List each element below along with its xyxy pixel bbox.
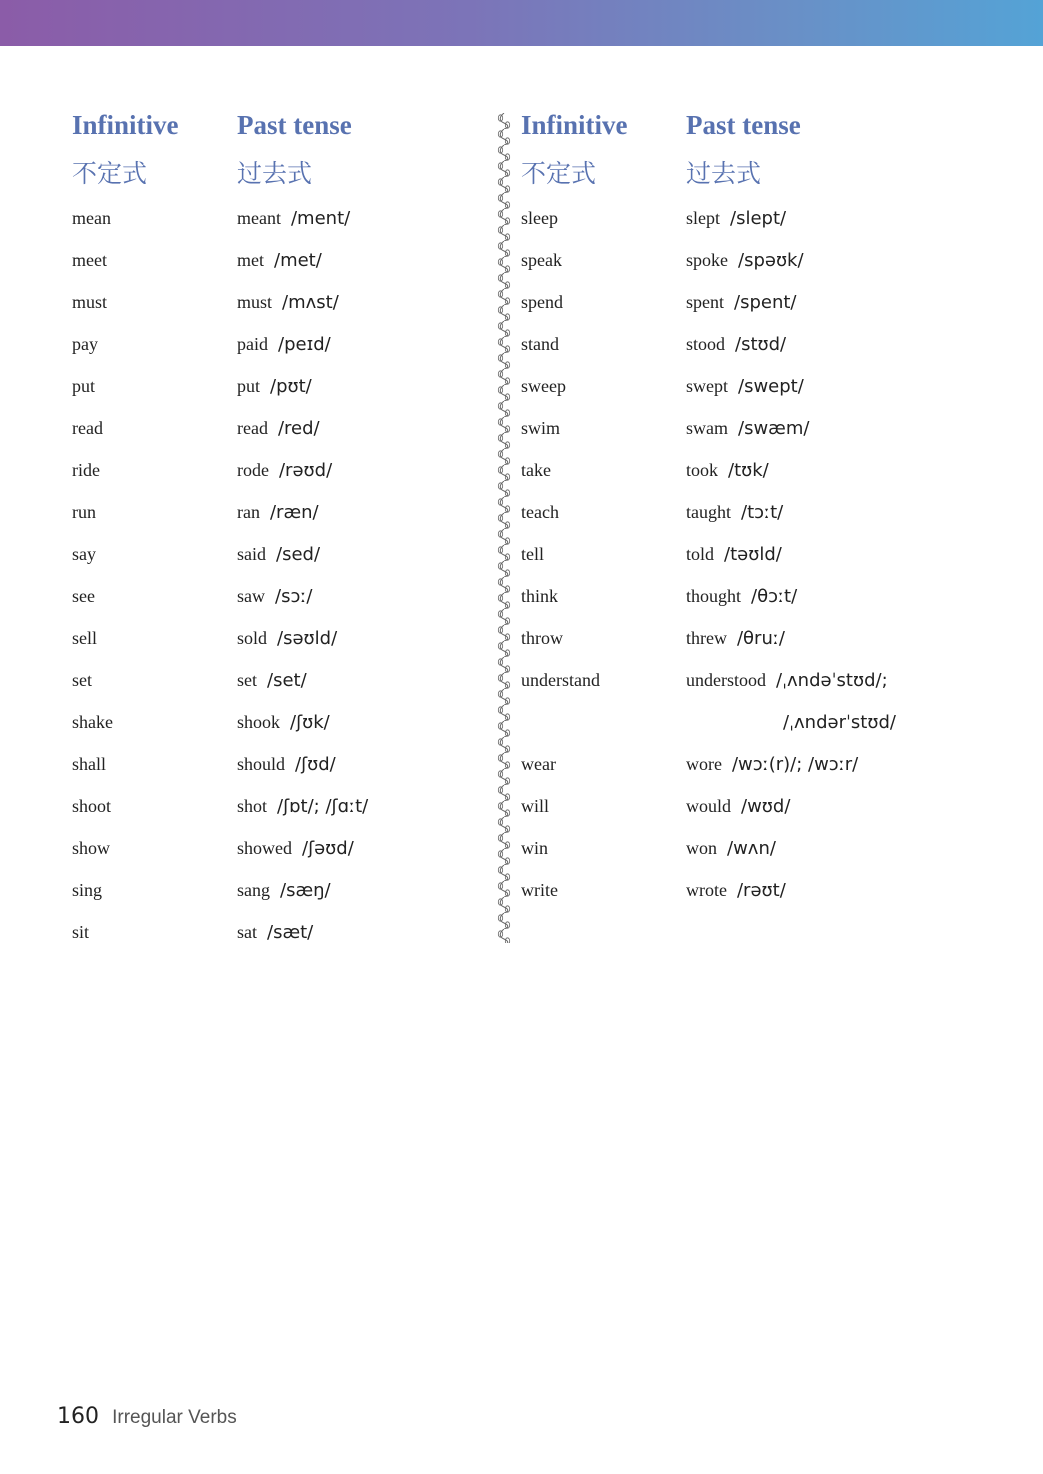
past-tense-cell — [686, 208, 786, 229]
past-tense-word: told — [686, 544, 715, 564]
pronunciation: /təʊld/ — [724, 544, 782, 565]
infinitive-cell: sleep — [521, 208, 558, 228]
past-tense-word: understood — [686, 670, 766, 690]
past-tense-word: shook — [237, 712, 281, 732]
verb-row — [521, 830, 1021, 872]
past-tense-word: ran — [237, 502, 260, 522]
past-tense-cell — [237, 208, 350, 229]
past-tense-word: thought — [686, 586, 742, 606]
section-title: Irregular Verbs — [112, 1407, 237, 1428]
past-tense-cell — [686, 628, 785, 649]
infinitive-heading-zh: 不定式 — [72, 159, 148, 188]
infinitive-cell: read — [72, 418, 103, 438]
verb-row — [72, 620, 492, 662]
past-tense-cell — [686, 754, 858, 775]
past-tense-cell — [686, 880, 786, 901]
pronunciation: /rəʊt/ — [736, 880, 786, 901]
verb-row — [521, 578, 1021, 620]
infinitive-cell: sing — [72, 880, 103, 900]
pronunciation: /səʊld/ — [277, 628, 338, 649]
past-tense-cell — [237, 670, 307, 691]
past-tense-cell — [686, 460, 769, 481]
past-tense-cell — [237, 712, 330, 733]
infinitive-cell: shoot — [72, 796, 112, 816]
past-tense-word: said — [237, 544, 266, 564]
infinitive-cell: tell — [521, 544, 544, 564]
infinitive-cell: throw — [521, 628, 563, 648]
past-tense-cell — [686, 418, 809, 439]
pronunciation: /ment/ — [290, 208, 351, 229]
verb-row — [521, 746, 1021, 788]
past-tense-cell — [237, 376, 312, 397]
infinitive-cell: spend — [521, 292, 563, 312]
past-tense-cell — [686, 376, 804, 397]
infinitive-cell: see — [72, 586, 95, 606]
verb-row — [72, 452, 492, 494]
pronunciation: /θɔːt/ — [751, 586, 798, 607]
past-tense-cell — [686, 838, 776, 859]
past-tense-word: met — [237, 250, 264, 270]
past-tense-cell — [686, 292, 796, 313]
past-tense-word: won — [686, 838, 717, 858]
infinitive-cell: run — [72, 502, 96, 522]
past-tense-heading: Past tense — [237, 110, 352, 140]
infinitive-cell: meet — [72, 250, 107, 270]
verb-row — [521, 872, 1021, 914]
verb-row — [72, 536, 492, 578]
verb-row — [72, 872, 492, 914]
verb-row — [72, 242, 492, 284]
pronunciation: /red/ — [277, 418, 320, 439]
pronunciation: /peɪd/ — [278, 334, 331, 355]
infinitive-cell: think — [521, 586, 559, 606]
verb-row — [521, 242, 1021, 284]
infinitive-cell: put — [72, 376, 96, 396]
infinitive-cell: sit — [72, 922, 90, 942]
pronunciation: /mʌst/ — [282, 292, 339, 313]
pronunciation: /ræn/ — [269, 502, 319, 523]
verb-row — [521, 284, 1021, 326]
past-tense-word: wrote — [686, 880, 727, 900]
verb-row — [521, 452, 1021, 494]
infinitive-cell: wear — [521, 754, 556, 774]
infinitive-cell: ride — [72, 460, 100, 480]
pronunciation: /pʊt/ — [270, 376, 312, 397]
infinitive-cell: take — [521, 460, 551, 480]
past-tense-cell — [686, 250, 804, 271]
verb-rows-left — [72, 200, 492, 956]
past-tense-cell — [686, 544, 782, 565]
past-tense-cell — [237, 544, 320, 565]
past-tense-word: read — [237, 418, 268, 438]
pronunciation: /tɔːt/ — [741, 502, 784, 523]
past-tense-word: sang — [237, 880, 270, 900]
past-tense-word: should — [237, 754, 286, 774]
infinitive-cell: mean — [72, 208, 111, 228]
infinitive-cell: write — [521, 880, 558, 900]
header-row-zh — [521, 154, 1021, 204]
past-tense-word: rode — [237, 460, 269, 480]
past-tense-cell — [686, 586, 797, 607]
pronunciation: /spəʊk/ — [738, 250, 804, 271]
infinitive-cell: stand — [521, 334, 559, 354]
past-tense-word: spent — [686, 292, 724, 312]
infinitive-cell: must — [72, 292, 108, 312]
pronunciation: /sæŋ/ — [280, 880, 331, 901]
verb-row — [521, 536, 1021, 578]
verb-row — [521, 368, 1021, 410]
infinitive-cell: win — [521, 838, 548, 858]
infinitive-cell: teach — [521, 502, 559, 522]
past-tense-cell — [237, 334, 331, 355]
infinitive-heading-zh: 不定式 — [521, 159, 597, 188]
pronunciation: /sed/ — [276, 544, 321, 565]
past-tense-word: stood — [686, 334, 726, 354]
past-tense-cell — [237, 754, 336, 775]
past-tense-word: wore — [686, 754, 722, 774]
past-tense-cell — [237, 796, 368, 817]
header-row-en — [72, 110, 492, 144]
pronunciation: /rəʊd/ — [278, 460, 333, 481]
pronunciation: /ʃəʊd/ — [302, 838, 354, 859]
verb-row — [521, 704, 1021, 746]
past-tense-word: slept — [686, 208, 720, 228]
past-tense-cell — [686, 670, 888, 691]
past-tense-word: sold — [237, 628, 268, 648]
verb-table-right — [521, 110, 1021, 914]
past-tense-word: would — [686, 796, 731, 816]
pronunciation: /swæm/ — [738, 418, 810, 439]
top-color-band — [0, 0, 1043, 46]
past-tense-cell — [237, 418, 320, 439]
past-tense-cell — [237, 250, 322, 271]
past-tense-cell — [686, 712, 896, 733]
pronunciation: /wɔː(r)/; /wɔːr/ — [731, 754, 859, 775]
infinitive-cell: say — [72, 544, 96, 564]
infinitive-cell: will — [521, 796, 550, 816]
past-tense-word: swept — [686, 376, 728, 396]
leaf-vine-divider-icon — [497, 113, 511, 943]
pronunciation: /slept/ — [730, 208, 787, 229]
past-tense-cell — [237, 838, 354, 859]
verb-row — [521, 410, 1021, 452]
header-row-en — [521, 110, 1021, 144]
past-tense-word: paid — [237, 334, 268, 354]
infinitive-heading: Infinitive — [521, 110, 628, 140]
past-tense-word: put — [237, 376, 261, 396]
verb-row — [72, 704, 492, 746]
past-tense-word: taught — [686, 502, 731, 522]
pronunciation: /set/ — [267, 670, 307, 691]
past-tense-cell — [237, 628, 337, 649]
past-tense-word: swam — [686, 418, 728, 438]
verb-row — [72, 662, 492, 704]
past-tense-cell — [237, 460, 332, 481]
infinitive-cell: pay — [72, 334, 98, 354]
past-tense-word: must — [237, 292, 273, 312]
past-tense-heading-zh: 过去式 — [237, 159, 313, 188]
verb-row — [72, 284, 492, 326]
verb-row — [72, 788, 492, 830]
past-tense-word: set — [237, 670, 257, 690]
past-tense-word: shot — [237, 796, 268, 816]
verb-row — [72, 578, 492, 620]
pronunciation: /spent/ — [734, 292, 797, 313]
verb-row — [521, 662, 1021, 704]
pronunciation: /sɔː/ — [275, 586, 313, 607]
past-tense-word: sat — [237, 922, 257, 942]
infinitive-heading: Infinitive — [72, 110, 179, 140]
verb-row — [72, 914, 492, 956]
pronunciation: /swept/ — [738, 376, 804, 397]
past-tense-heading-zh: 过去式 — [686, 159, 762, 188]
verb-row — [521, 200, 1021, 242]
pronunciation: /ˌʌndərˈstʊd/ — [783, 712, 896, 733]
verb-row — [72, 746, 492, 788]
verb-table-left — [72, 110, 492, 956]
infinitive-cell: speak — [521, 250, 562, 270]
page-number: 160 — [57, 1404, 99, 1429]
verb-row — [521, 494, 1021, 536]
past-tense-cell — [237, 922, 313, 943]
pronunciation: /ʃɒt/; /ʃɑːt/ — [277, 796, 369, 817]
pronunciation: /sæt/ — [267, 922, 314, 943]
infinitive-cell: set — [72, 670, 92, 690]
verb-row — [72, 368, 492, 410]
pronunciation: /wʊd/ — [741, 796, 791, 817]
verb-rows-right — [521, 200, 1021, 914]
pronunciation: /ʃʊd/ — [295, 754, 336, 775]
past-tense-word: meant — [237, 208, 281, 228]
infinitive-cell: sweep — [521, 376, 566, 396]
verb-row — [521, 326, 1021, 368]
past-tense-word: threw — [686, 628, 727, 648]
pronunciation: /ʃʊk/ — [290, 712, 330, 733]
pronunciation: /met/ — [274, 250, 322, 271]
infinitive-cell: shall — [72, 754, 106, 774]
header-row-zh — [72, 154, 492, 204]
past-tense-cell — [237, 880, 331, 901]
past-tense-cell — [237, 292, 339, 313]
past-tense-cell — [686, 796, 790, 817]
pronunciation: /tʊk/ — [728, 460, 769, 481]
verb-row — [72, 410, 492, 452]
pronunciation: /ˌʌndəˈstʊd/; — [776, 670, 888, 691]
infinitive-cell: sell — [72, 628, 97, 648]
page-footer — [57, 1404, 237, 1429]
verb-row — [72, 200, 492, 242]
verb-row — [72, 326, 492, 368]
past-tense-heading: Past tense — [686, 110, 801, 140]
past-tense-cell — [686, 502, 783, 523]
infinitive-cell: shake — [72, 712, 113, 732]
infinitive-cell: swim — [521, 418, 561, 438]
past-tense-cell — [237, 502, 319, 523]
verb-row — [72, 830, 492, 872]
pronunciation: /θruː/ — [736, 628, 785, 649]
verb-row — [521, 788, 1021, 830]
infinitive-cell: understand — [521, 670, 600, 690]
infinitive-cell: show — [72, 838, 111, 858]
past-tense-cell — [237, 586, 312, 607]
past-tense-word: took — [686, 460, 719, 480]
verb-row — [72, 494, 492, 536]
past-tense-word: spoke — [686, 250, 728, 270]
past-tense-word: showed — [237, 838, 292, 858]
verb-row — [521, 620, 1021, 662]
past-tense-cell — [686, 334, 786, 355]
past-tense-word: saw — [237, 586, 265, 606]
pronunciation: /wʌn/ — [727, 838, 776, 859]
pronunciation: /stʊd/ — [735, 334, 787, 355]
